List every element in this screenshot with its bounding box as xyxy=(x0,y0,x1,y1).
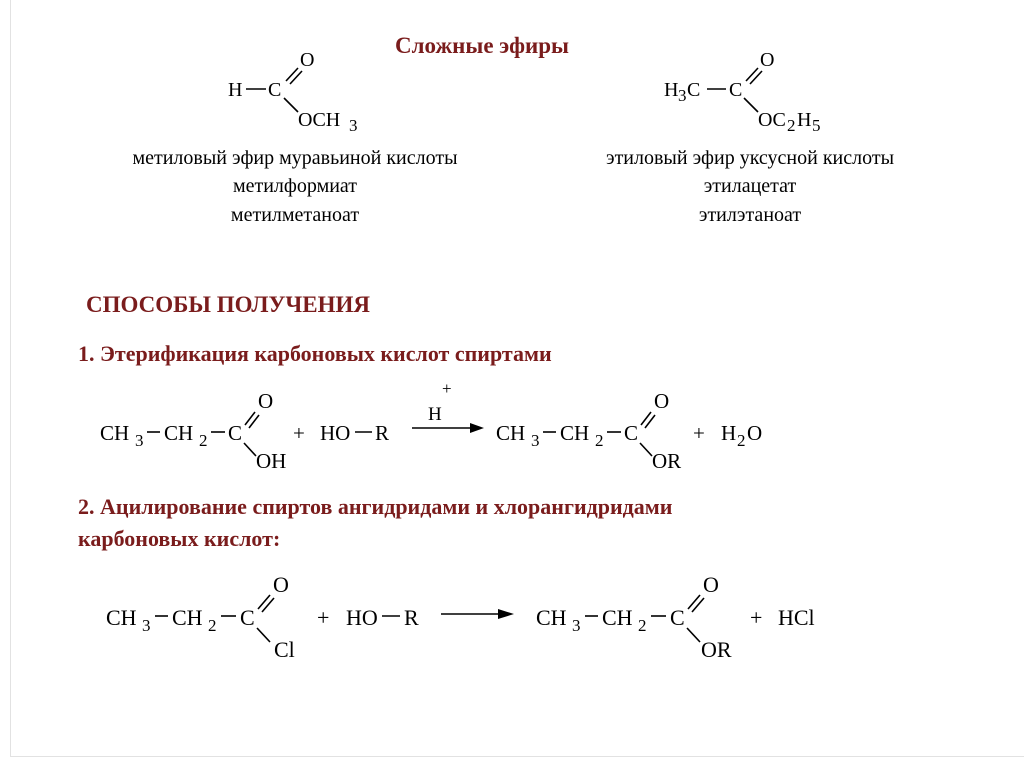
r1-ho: HO xyxy=(320,421,351,445)
r1-h2o-o: O xyxy=(747,421,763,445)
r2-ch3-sub: 3 xyxy=(142,616,151,635)
r2-prod-ch2-sub: 2 xyxy=(638,616,647,635)
method2-title-line1: 2. Ацилирование спиртов ангидридами и хлорангидридами xyxy=(78,494,673,519)
r2-plus-2: + xyxy=(750,605,763,630)
r1-ch2: CH xyxy=(164,421,194,445)
r1-prod-ch3-sub: 3 xyxy=(531,431,540,450)
r2-o: O xyxy=(273,572,289,597)
r1-oh: OH xyxy=(256,449,287,473)
r2-cl: Cl xyxy=(274,637,295,662)
ester2-oc: OC xyxy=(758,109,786,131)
r1-r: R xyxy=(375,421,390,445)
ester2-oc2-sub: 2 xyxy=(787,116,796,135)
r1-prod-c: C xyxy=(624,421,639,445)
ester1-c: C xyxy=(268,79,282,101)
r2-bond-cl xyxy=(257,628,270,642)
ester1-och: OCH xyxy=(298,109,341,131)
ester2-h3c-sub: 3 xyxy=(678,86,687,105)
r1-catalyst-plus: + xyxy=(442,379,452,398)
r1-prod-o: O xyxy=(654,389,670,413)
ester2-name-3: этилэтаноат xyxy=(698,204,802,226)
r2-prod-or: OR xyxy=(701,637,732,662)
r2-prod-ch2: CH xyxy=(602,605,633,630)
method1-title: 1. Этерификация карбоновых кислот спиртами xyxy=(78,341,552,366)
r2-prod-o: O xyxy=(703,572,719,597)
ester2-h3c-c: C xyxy=(687,79,701,101)
r2-prod-ch3: CH xyxy=(536,605,567,630)
r1-catalyst-h: H xyxy=(428,404,442,425)
r1-ch3: CH xyxy=(100,421,130,445)
r1-prod-ch2-sub: 2 xyxy=(595,431,604,450)
methods-heading: СПОСОБЫ ПОЛУЧЕНИЯ xyxy=(86,292,370,317)
ester2-o: O xyxy=(760,49,775,71)
ester1-och3-sub: 3 xyxy=(349,116,358,135)
ester2-h: H xyxy=(664,79,679,101)
slide-title: Сложные эфиры xyxy=(395,33,570,58)
r2-prod-c: C xyxy=(670,605,685,630)
r2-double-b xyxy=(262,598,274,612)
r2-prod-ch3-sub: 3 xyxy=(572,616,581,635)
r2-prod-double-b xyxy=(692,598,704,612)
ester1-name-2: метилформиат xyxy=(232,175,358,197)
r1-ch2-sub: 2 xyxy=(199,431,208,450)
r2-double-a xyxy=(258,595,270,609)
ester1-name-1: метиловый эфир муравьиной кислоты xyxy=(132,147,458,169)
r2-ho: HO xyxy=(346,605,378,630)
method2-title-line2: карбоновых кислот: xyxy=(78,526,281,551)
ester2-c: C xyxy=(729,79,743,101)
r2-prod-bond-or xyxy=(687,628,700,642)
ester1-h: H xyxy=(228,79,243,101)
r2-ch2-sub: 2 xyxy=(208,616,217,635)
ester2-name-2: этилацетат xyxy=(703,175,797,197)
r2-r: R xyxy=(404,605,419,630)
r2-arrow-head xyxy=(498,609,514,619)
ester2-name-1: этиловый эфир уксусной кислоты xyxy=(605,147,895,169)
r2-prod-double-a xyxy=(688,595,700,609)
r1-h2o-sub: 2 xyxy=(737,431,746,450)
r1-prod-or: OR xyxy=(652,449,682,473)
ester1-o: O xyxy=(300,49,315,71)
r1-prod-ch2: CH xyxy=(560,421,590,445)
ester2-h5: H xyxy=(797,109,812,131)
r2-plus-1: + xyxy=(317,605,330,630)
r1-ch3-sub: 3 xyxy=(135,431,144,450)
r1-o: O xyxy=(258,389,274,413)
r1-h2o-h: H xyxy=(721,421,737,445)
r1-plus-1: + xyxy=(293,421,305,445)
r2-hcl: HCl xyxy=(778,605,815,630)
ester2-h5-sub: 5 xyxy=(812,116,821,135)
r2-ch3: CH xyxy=(106,605,137,630)
r1-prod-ch3: CH xyxy=(496,421,526,445)
r2-ch2: CH xyxy=(172,605,203,630)
r1-c: C xyxy=(228,421,243,445)
r1-plus-2: + xyxy=(693,421,705,445)
r2-c: C xyxy=(240,605,255,630)
ester1-name-3: метилметаноат xyxy=(230,204,360,226)
